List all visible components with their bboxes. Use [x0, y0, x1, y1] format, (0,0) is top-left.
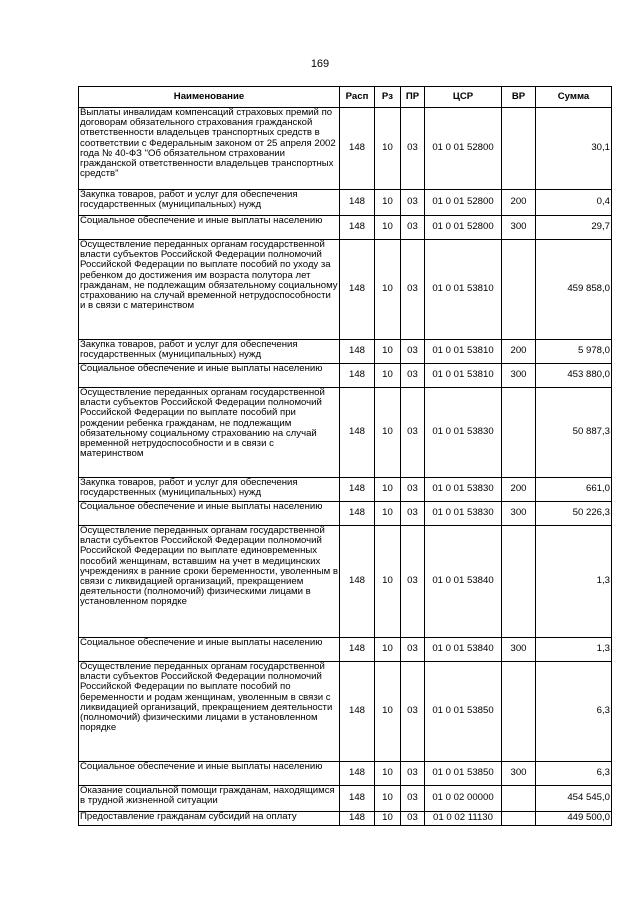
row-pr: 03: [401, 786, 425, 812]
row-rasp: 148: [340, 762, 375, 786]
row-name: Социальное обеспечение и иные выплаты населению: [79, 762, 340, 786]
row-vr: 300: [502, 762, 536, 786]
row-vr: 200: [502, 340, 536, 364]
row-pr: 03: [401, 108, 425, 190]
row-pr: 03: [401, 762, 425, 786]
row-rz: 10: [375, 662, 401, 762]
row-rz: 10: [375, 526, 401, 638]
row-csr: 01 0 01 53850: [425, 662, 502, 762]
row-name: Оказание социальной помощи гражданам, находящимся в трудной жизненной ситуации: [79, 786, 340, 812]
row-pr: 03: [401, 388, 425, 478]
row-rasp: 148: [340, 662, 375, 762]
row-name: Осуществление переданных органам государственной власти субъектов Российской Федерации полномочий Российской Федерации по выплате пособий по беременности и родам женщинам, уволенным в связи с ликвидацией организаций, прекращением деятельности (полномочий) физическими лицами в установленном порядке: [79, 662, 340, 762]
header-pr: ПР: [401, 87, 425, 108]
row-rasp: 148: [340, 388, 375, 478]
table-row: [79, 364, 612, 388]
row-rz: 10: [375, 340, 401, 364]
row-rasp: 148: [340, 478, 375, 502]
row-rasp: 148: [340, 216, 375, 240]
row-name: Предоставление гражданам субсидий на оплату: [79, 812, 340, 826]
row-name: Закупка товаров, работ и услуг для обеспечения государственных (муниципальных) нужд: [79, 340, 340, 364]
row-rasp: 148: [340, 638, 375, 662]
header-csr: ЦСР: [425, 87, 502, 108]
row-csr: 01 0 01 53810: [425, 364, 502, 388]
row-pr: 03: [401, 812, 425, 826]
row-rasp: 148: [340, 364, 375, 388]
row-vr: [502, 786, 536, 812]
row-vr: 300: [502, 364, 536, 388]
table-row: [79, 478, 612, 502]
table-row: [79, 240, 612, 340]
row-vr: 300: [502, 638, 536, 662]
row-csr: 01 0 02 11130: [425, 812, 502, 826]
row-rz: 10: [375, 812, 401, 826]
row-pr: 03: [401, 478, 425, 502]
row-pr: 03: [401, 638, 425, 662]
header-name: Наименование: [79, 87, 340, 108]
row-rz: 10: [375, 190, 401, 216]
row-rz: 10: [375, 786, 401, 812]
row-vr: 300: [502, 216, 536, 240]
row-sum: 6,3: [536, 662, 612, 762]
budget-table: [78, 86, 612, 826]
row-rz: 10: [375, 364, 401, 388]
row-name: Социальное обеспечение и иные выплаты населению: [79, 364, 340, 388]
table-row: [79, 762, 612, 786]
row-vr: [502, 388, 536, 478]
row-csr: 01 0 01 52800: [425, 108, 502, 190]
row-csr: 01 0 01 53840: [425, 526, 502, 638]
table-row: [79, 662, 612, 762]
row-name: Осуществление переданных органам государственной власти субъектов Российской Федерации полномочий Российской Федерации по выплате пособий при рождении ребенка гражданам, не подлежащим обязательному социальному страхованию на случай временной нетрудоспособности и в связи с материнством: [79, 388, 340, 478]
row-rz: 10: [375, 388, 401, 478]
table-row: [79, 502, 612, 526]
row-csr: 01 0 01 53850: [425, 762, 502, 786]
row-csr: 01 0 02 00000: [425, 786, 502, 812]
row-csr: 01 0 01 53830: [425, 502, 502, 526]
row-csr: 01 0 01 53810: [425, 340, 502, 364]
row-vr: [502, 526, 536, 638]
table-row: [79, 388, 612, 478]
row-rasp: 148: [340, 526, 375, 638]
row-sum: 5 978,0: [536, 340, 612, 364]
row-rz: 10: [375, 638, 401, 662]
row-pr: 03: [401, 526, 425, 638]
header-vr: ВР: [502, 87, 536, 108]
row-rz: 10: [375, 240, 401, 340]
row-rasp: 148: [340, 340, 375, 364]
row-sum: 50 226,3: [536, 502, 612, 526]
row-name: Осуществление переданных органам государственной власти субъектов Российской Федерации полномочий Российской Федерации по выплате пособий по уходу за ребенком до достижения им возраста полутора лет гражданам, не подлежащим обязательному социальному страхованию на случай временной нетрудоспособности и в связи с материнством: [79, 240, 340, 340]
header-rasp: Расп: [340, 87, 375, 108]
row-rz: 10: [375, 216, 401, 240]
row-pr: 03: [401, 364, 425, 388]
row-sum: 30,1: [536, 108, 612, 190]
row-pr: 03: [401, 216, 425, 240]
row-vr: [502, 108, 536, 190]
table-row: [79, 526, 612, 638]
row-sum: 453 880,0: [536, 364, 612, 388]
row-sum: 449 500,0: [536, 812, 612, 826]
header-rz: Рз: [375, 87, 401, 108]
row-rz: 10: [375, 108, 401, 190]
row-name: Осуществление переданных органам государственной власти субъектов Российской Федерации полномочий Российской Федерации по выплате единовременных пособий женщинам, вставшим на учет в медицинских учреждениях в ранние сроки беременности, уволенным в связи с ликвидацией организаций, прекращением деятельности (полномочий) физическими лицами в установленном порядке: [79, 526, 340, 638]
row-sum: 1,3: [536, 638, 612, 662]
row-vr: [502, 662, 536, 762]
row-sum: 6,3: [536, 762, 612, 786]
row-name: Выплаты инвалидам компенсаций страховых премий по договорам обязательного страхования гражданской ответственности владельцев транспортных средств в соответствии с Федеральным законом от 25 апреля 2002 года № 40-ФЗ "Об обязательном страховании гражданской ответственности владельцев транспортных средств": [79, 108, 340, 190]
table-row: [79, 786, 612, 812]
header-sum: Сумма: [536, 87, 612, 108]
row-vr: [502, 240, 536, 340]
row-name: Социальное обеспечение и иные выплаты населению: [79, 216, 340, 240]
table-row: [79, 216, 612, 240]
row-vr: 200: [502, 478, 536, 502]
row-rasp: 148: [340, 812, 375, 826]
table-header-row: [79, 87, 612, 108]
row-pr: 03: [401, 240, 425, 340]
row-vr: [502, 812, 536, 826]
table-row: [79, 638, 612, 662]
row-sum: 661,0: [536, 478, 612, 502]
row-csr: 01 0 01 53810: [425, 240, 502, 340]
row-rz: 10: [375, 478, 401, 502]
row-sum: 1,3: [536, 526, 612, 638]
row-vr: 200: [502, 190, 536, 216]
row-rasp: 148: [340, 240, 375, 340]
row-rz: 10: [375, 502, 401, 526]
row-rasp: 148: [340, 190, 375, 216]
row-sum: 459 858,0: [536, 240, 612, 340]
row-pr: 03: [401, 662, 425, 762]
row-name: Закупка товаров, работ и услуг для обеспечения государственных (муниципальных) нужд: [79, 190, 340, 216]
row-sum: 0,4: [536, 190, 612, 216]
row-csr: 01 0 01 52800: [425, 216, 502, 240]
row-sum: 50 887,3: [536, 388, 612, 478]
row-name: Социальное обеспечение и иные выплаты населению: [79, 502, 340, 526]
table-row: [79, 812, 612, 826]
page-number: 169: [310, 58, 330, 70]
row-csr: 01 0 01 53830: [425, 478, 502, 502]
row-name: Закупка товаров, работ и услуг для обеспечения государственных (муниципальных) нужд: [79, 478, 340, 502]
row-rasp: 148: [340, 502, 375, 526]
row-sum: 454 545,0: [536, 786, 612, 812]
row-pr: 03: [401, 340, 425, 364]
row-name: Социальное обеспечение и иные выплаты населению: [79, 638, 340, 662]
table-row: [79, 340, 612, 364]
row-pr: 03: [401, 502, 425, 526]
row-csr: 01 0 01 52800: [425, 190, 502, 216]
table-row: [79, 190, 612, 216]
row-sum: 29,7: [536, 216, 612, 240]
row-rz: 10: [375, 762, 401, 786]
row-csr: 01 0 01 53840: [425, 638, 502, 662]
row-vr: 300: [502, 502, 536, 526]
row-rasp: 148: [340, 786, 375, 812]
row-rasp: 148: [340, 108, 375, 190]
table-row: [79, 108, 612, 190]
row-csr: 01 0 01 53830: [425, 388, 502, 478]
row-pr: 03: [401, 190, 425, 216]
